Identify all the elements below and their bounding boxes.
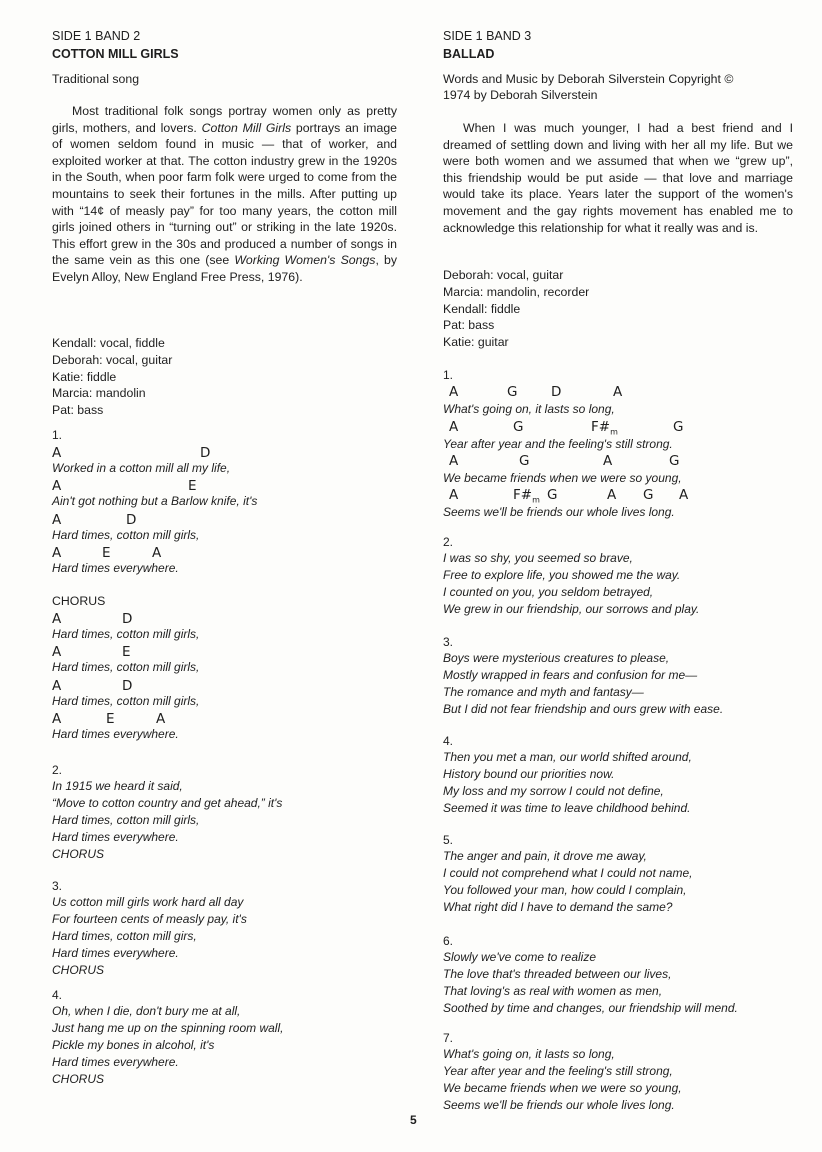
lyric-line: The romance and myth and fantasy—: [443, 684, 644, 699]
chord: $F\#_m$: [591, 419, 618, 437]
chord: A: [52, 611, 62, 627]
verse-block: [443, 933, 793, 1017]
chord: A: [607, 487, 617, 503]
lyric-line: Slowly we've come to realize: [443, 950, 597, 964]
lyric-line: What's going on, it lasts so long,: [443, 402, 615, 416]
chorded-line: [52, 677, 397, 713]
lyric-line: We became friends when we were so young,: [443, 471, 682, 485]
chord: A: [52, 711, 62, 727]
lyric-line: Free to explore life, you showed me the way.: [443, 567, 681, 582]
chorus-ref: CHORUS: [52, 962, 105, 977]
lyric-line: Hard times everywhere.: [52, 727, 179, 741]
chorded-line: [52, 444, 397, 480]
verse-block: [52, 987, 397, 1088]
verse-block: [52, 878, 397, 979]
chord: A: [679, 487, 689, 503]
lyric-line: I counted on you, you seldom betrayed,: [443, 584, 654, 599]
chord: A: [449, 453, 459, 469]
chorded-line: [443, 452, 793, 488]
lyric-line: Seems we'll be friends our whole lives long.: [443, 505, 675, 519]
chord: G: [669, 453, 680, 469]
chord: A: [603, 453, 613, 469]
chord: A: [613, 384, 623, 400]
page-number: 5: [410, 1113, 417, 1127]
chord: G: [547, 487, 558, 503]
lyric-line: Hard times, cotton mill girls,: [52, 660, 200, 674]
chorded-line: [52, 643, 397, 679]
lyric-line: Boys were mysterious creatures to please,: [443, 651, 670, 665]
intro-text-b: portrays an image of women seldom found in music — that of worker, and exploited worker at that. The cotton industry grew in the 1920s in the South, when poor farm folk were urged to come from the mountains to seek their fortunes in the mills. After putting up with “14¢ of measly pay” for too many years, the cotton mill girls joined others in “turning out” or striking in the late 1920s. This effort grew in the 30s and produced a number of songs in the same vein as this one (see: [52, 120, 398, 268]
verse-number: 5.: [443, 833, 454, 847]
lyric-line: Just hang me up on the spinning room wall,: [52, 1020, 284, 1035]
chord-minor-mark: m: [532, 495, 540, 505]
chord: A: [449, 419, 459, 435]
lyric-line: “Move to cotton country and get ahead,” it's: [52, 795, 283, 810]
lyric-line: In 1915 we heard it said,: [52, 779, 183, 793]
chorus-ref: CHORUS: [52, 846, 105, 861]
verse-number: 1.: [443, 368, 454, 382]
verse-number: 4.: [443, 734, 454, 748]
lyric-line: The anger and pain, it drove me away,: [443, 849, 647, 863]
chord: $F\#_m$: [513, 487, 540, 505]
chord: A: [52, 478, 62, 494]
verse-block: [443, 1030, 793, 1114]
personnel-line: Marcia: mandolin, recorder: [443, 284, 590, 299]
chord: A: [52, 512, 62, 528]
right-intro-paragraph: When I was much younger, I had a best friend and I dreamed of settling down and living with her all my life. But we were both women and we assumed that when we “grew up”, this friendship would be put aside — that love and marriage would take its place. Years later the support of the women's movement and the gay rights movement has enabled me to acknowledge this relationship for what it really was and is.: [443, 121, 793, 235]
personnel-line: Deborah: vocal, guitar: [443, 268, 564, 282]
chorded-line: [443, 383, 793, 419]
lyric-line: You followed your man, how could I complain,: [443, 882, 687, 897]
lyric-line: What's going on, it lasts so long,: [443, 1047, 615, 1061]
lyric-line: Year after year and the feeling's still strong,: [443, 1063, 673, 1078]
chord: G: [513, 419, 524, 435]
lyric-line: Pickle my bones in alcohol, it's: [52, 1037, 215, 1052]
lyric-line: But I did not fear friendship and ours grew with ease.: [443, 701, 724, 716]
chorded-line: [52, 511, 397, 547]
verse-number: 1.: [52, 428, 63, 442]
chord: A: [52, 644, 62, 660]
lyric-line: Oh, when I die, don't bury me at all,: [52, 1004, 241, 1018]
left-personnel: [52, 335, 397, 419]
chorded-line: [52, 710, 397, 746]
lyric-line: What right did I have to demand the same?: [443, 899, 673, 914]
chorded-line: [52, 610, 397, 646]
lyric-line: I was so shy, you seemed so brave,: [443, 551, 633, 565]
lyric-line: Seems we'll be friends our whole lives long.: [443, 1097, 675, 1112]
chord: D: [122, 611, 133, 627]
personnel-line: Kendall: fiddle: [443, 301, 521, 316]
lyric-line: We grew in our friendship, our sorrows and play.: [443, 601, 700, 616]
lyric-line: Seemed it was time to leave childhood behind.: [443, 800, 691, 815]
verse-block: [443, 534, 793, 618]
verse-block: [443, 733, 793, 817]
chord: A: [152, 545, 162, 561]
left-side-band: SIDE 1 BAND 2: [52, 29, 141, 43]
verse-block: [443, 634, 793, 718]
lyric-line: Worked in a cotton mill all my life,: [52, 461, 231, 475]
chord: A: [449, 487, 459, 503]
lyric-line: The love that's threaded between our lives,: [443, 966, 672, 981]
chord: G: [507, 384, 518, 400]
chorded-line: [52, 477, 397, 513]
lyric-line: My loss and my sorrow I could not define,: [443, 783, 664, 798]
verse-block: [52, 762, 397, 863]
right-credit-line: Words and Music by Deborah Silverstein Copyright ©: [443, 72, 734, 86]
chord: A: [52, 545, 62, 561]
verse-block: [443, 832, 793, 916]
personnel-line: Marcia: mandolin: [52, 386, 146, 401]
lyric-line: Hard times everywhere.: [52, 1054, 179, 1069]
right-song-title: BALLAD: [443, 47, 495, 61]
chord: E: [102, 545, 111, 561]
lyric-line: Us cotton mill girls work hard all day: [52, 895, 244, 909]
verse-number: 6.: [443, 934, 454, 948]
lyric-line: Hard times everywhere.: [52, 945, 179, 960]
verse-number: 7.: [443, 1031, 454, 1045]
chorded-line: [443, 418, 793, 454]
lyric-line: Hard times, cotton mill girls,: [52, 694, 200, 708]
right-credit-line: 1974 by Deborah Silverstein: [443, 88, 598, 102]
intro-title-a: Cotton Mill Girls: [201, 120, 292, 135]
chord: A: [52, 678, 62, 694]
lyric-line: Hard times everywhere.: [52, 829, 179, 844]
verse-number: 3.: [443, 635, 454, 649]
right-personnel: [443, 267, 793, 351]
chord-minor-mark: m: [610, 427, 618, 437]
left-credit: Traditional song: [52, 72, 140, 86]
personnel-line: Pat: bass: [443, 318, 495, 333]
lyric-line: For fourteen cents of measly pay, it's: [52, 911, 247, 926]
chorded-line: [52, 544, 397, 580]
chord: G: [643, 487, 654, 503]
lyric-line: Hard times, cotton mill girls,: [52, 528, 200, 542]
verse-number: 2.: [443, 535, 454, 549]
chord: E: [106, 711, 115, 727]
chorus-label: CHORUS: [52, 594, 106, 608]
chord: D: [551, 384, 562, 400]
personnel-line: Pat: bass: [52, 403, 104, 418]
chord: A: [52, 445, 62, 461]
verse-number: 2.: [52, 763, 63, 777]
chord: D: [126, 512, 137, 528]
chorus-ref: CHORUS: [52, 1071, 105, 1086]
chord: E: [122, 644, 131, 660]
lyric-line: I could not comprehend what I could not name,: [443, 865, 693, 880]
intro-text-c: , by Evelyn Alloy, New England Free Press, 1976).: [52, 253, 397, 284]
right-side-band: SIDE 1 BAND 3: [443, 29, 532, 43]
lyric-line: Hard times, cotton mill girs,: [52, 928, 197, 943]
personnel-line: Kendall: vocal, fiddle: [52, 336, 165, 350]
personnel-line: Katie: guitar: [443, 335, 509, 350]
chorded-line: [443, 486, 793, 522]
chord: A: [449, 384, 459, 400]
lyric-line: Mostly wrapped in fears and confusion for me—: [443, 667, 698, 682]
chord: G: [519, 453, 530, 469]
intro-title-b: Working Women's Songs: [234, 253, 376, 268]
lyric-line: History bound our priorities now.: [443, 766, 615, 781]
chord: G: [673, 419, 684, 435]
lyric-line: Hard times everywhere.: [52, 561, 179, 575]
left-intro-paragraph: [52, 103, 397, 286]
chord: D: [122, 678, 133, 694]
verse-number: 4.: [52, 988, 63, 1002]
chord: E: [188, 478, 197, 494]
lyric-line: Then you met a man, our world shifted around,: [443, 750, 692, 764]
verse-number: 3.: [52, 879, 63, 893]
lyric-line: Hard times, cotton mill girls,: [52, 627, 200, 641]
chord: D: [200, 445, 211, 461]
lyric-line: Year after year and the feeling's still strong.: [443, 437, 673, 451]
lyric-line: Hard times, cotton mill girls,: [52, 812, 200, 827]
lyric-line: That loving's as real with women as men,: [443, 983, 663, 998]
lyric-line: Ain't got nothing but a Barlow knife, it's: [52, 494, 258, 508]
lyric-line: Soothed by time and changes, our friendship will mend.: [443, 1000, 738, 1015]
intro-text-a: Most traditional folk songs portray women only as pretty girls, mothers, and lovers.: [52, 104, 397, 135]
lyric-line: We became friends when we were so young,: [443, 1080, 682, 1095]
personnel-line: Deborah: vocal, guitar: [52, 352, 173, 367]
left-song-title: COTTON MILL GIRLS: [52, 47, 179, 61]
personnel-line: Katie: fiddle: [52, 369, 117, 384]
chord: A: [156, 711, 166, 727]
